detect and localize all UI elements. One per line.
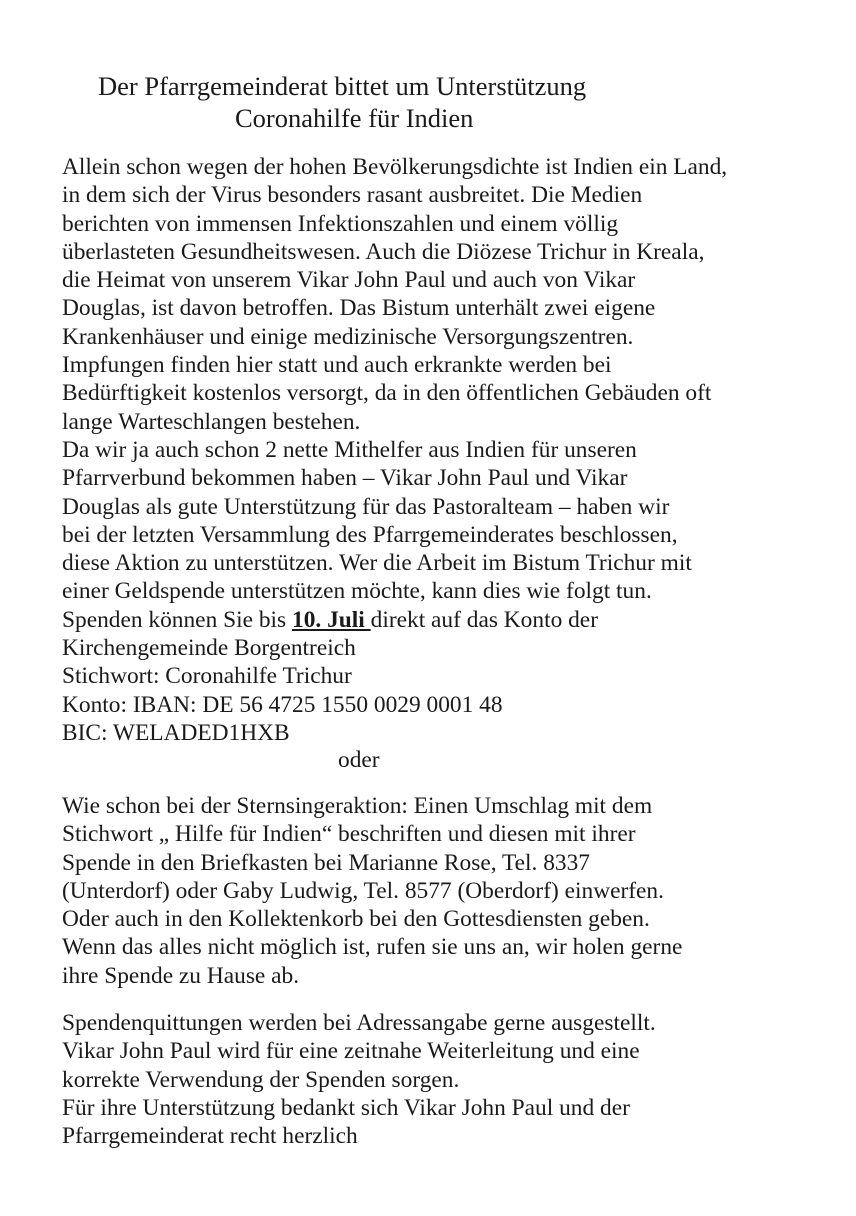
text-line: Da wir ja auch schon 2 nette Mithelfer aus Indien für unseren bbox=[62, 436, 637, 463]
text-line: Pfarrverbund bekommen haben – Vikar John Paul und Vikar bbox=[62, 465, 628, 492]
text-line: Wie schon bei der Sternsingeraktion: Einen Umschlag mit dem bbox=[62, 793, 653, 819]
text-line: Oder auch in den Kollektenkorb bei den Gottesdiensten geben. bbox=[62, 906, 650, 933]
text-line: berichten von immensen Infektionszahlen und einem völlig bbox=[62, 210, 619, 237]
account-holder: Kirchengemeinde Borgentreich bbox=[62, 635, 356, 662]
oder-separator: oder bbox=[338, 747, 380, 773]
text-line: überlasteten Gesundheitswesen. Auch die Diözese Trichur in Kreala, bbox=[62, 238, 705, 265]
envelope-paragraph bbox=[62, 792, 802, 990]
text-line: Bedürftigkeit kostenlos versorgt, da in den öffentlichen Gebäuden oft bbox=[62, 380, 712, 407]
text-line: (Unterdorf) oder Gaby Ludwig, Tel. 8577 (Oberdorf) einwerfen. bbox=[62, 877, 664, 904]
text-line: in dem sich der Virus besonders rasant ausbreitet. Die Medien bbox=[62, 182, 643, 209]
text-line: korrekte Verwendung der Spenden sorgen. bbox=[62, 1066, 460, 1093]
text-line: Spende in den Briefkasten bei Marianne Rose, Tel. 8337 bbox=[62, 849, 590, 876]
text-line: Allein schon wegen der hohen Bevölkerungsdichte ist Indien ein Land, bbox=[62, 154, 728, 180]
spenden-suffix: direkt auf das Konto der bbox=[370, 606, 598, 633]
text-line: einer Geldspende unterstützen möchte, kann dies wie folgt tun. bbox=[62, 578, 652, 605]
spenden-line bbox=[62, 606, 802, 634]
main-paragraph bbox=[62, 153, 802, 747]
keyword-line: Stichwort: Coronahilfe Trichur bbox=[62, 663, 352, 690]
text-line: Impfungen finden hier statt und auch erkrankte werden bei bbox=[62, 352, 612, 379]
text-line: Douglas als gute Unterstützung für das Pastoralteam – haben wir bbox=[62, 493, 670, 520]
text-line: Für ihre Unterstützung bedankt sich Vikar John Paul und der bbox=[62, 1094, 630, 1121]
iban-line: Konto: IBAN: DE 56 4725 1550 0029 0001 48 bbox=[62, 691, 503, 718]
bic-line: BIC: WELADED1HXB bbox=[62, 719, 290, 746]
text-line: Krankenhäuser und einige medizinische Versorgungszentren. bbox=[62, 323, 634, 350]
spenden-prefix: Spenden können Sie bis bbox=[62, 606, 292, 633]
deadline-date: 10. Juli bbox=[292, 606, 371, 633]
text-line: Stichwort „ Hilfe für Indien“ beschriften und diesen mit ihrer bbox=[62, 821, 636, 848]
text-line: Pfarrgemeinderat recht herzlich bbox=[62, 1123, 358, 1150]
text-line: Wenn das alles nicht möglich ist, rufen sie uns an, wir holen gerne bbox=[62, 934, 683, 961]
closing-paragraph bbox=[62, 1009, 802, 1150]
text-line: bei der letzten Versammlung des Pfarrgemeinderates beschlossen, bbox=[62, 521, 678, 548]
text-line: ihre Spende zu Hause ab. bbox=[62, 962, 300, 989]
text-line: lange Warteschlangen bestehen. bbox=[62, 408, 361, 435]
text-line: Spendenquittungen werden bei Adressangabe gerne ausgestellt. bbox=[62, 1010, 656, 1036]
text-line: Vikar John Paul wird für eine zeitnahe Weiterleitung und eine bbox=[62, 1038, 640, 1065]
document-title: Der Pfarrgemeinderat bittet um Unterstützung bbox=[98, 71, 587, 101]
document-subtitle: Coronahilfe für Indien bbox=[235, 103, 474, 133]
text-line: die Heimat von unserem Vikar John Paul und auch von Vikar bbox=[62, 267, 636, 294]
text-line: Douglas, ist davon betroffen. Das Bistum unterhält zwei eigene bbox=[62, 295, 656, 322]
text-line: diese Aktion zu unterstützen. Wer die Arbeit im Bistum Trichur mit bbox=[62, 550, 692, 577]
